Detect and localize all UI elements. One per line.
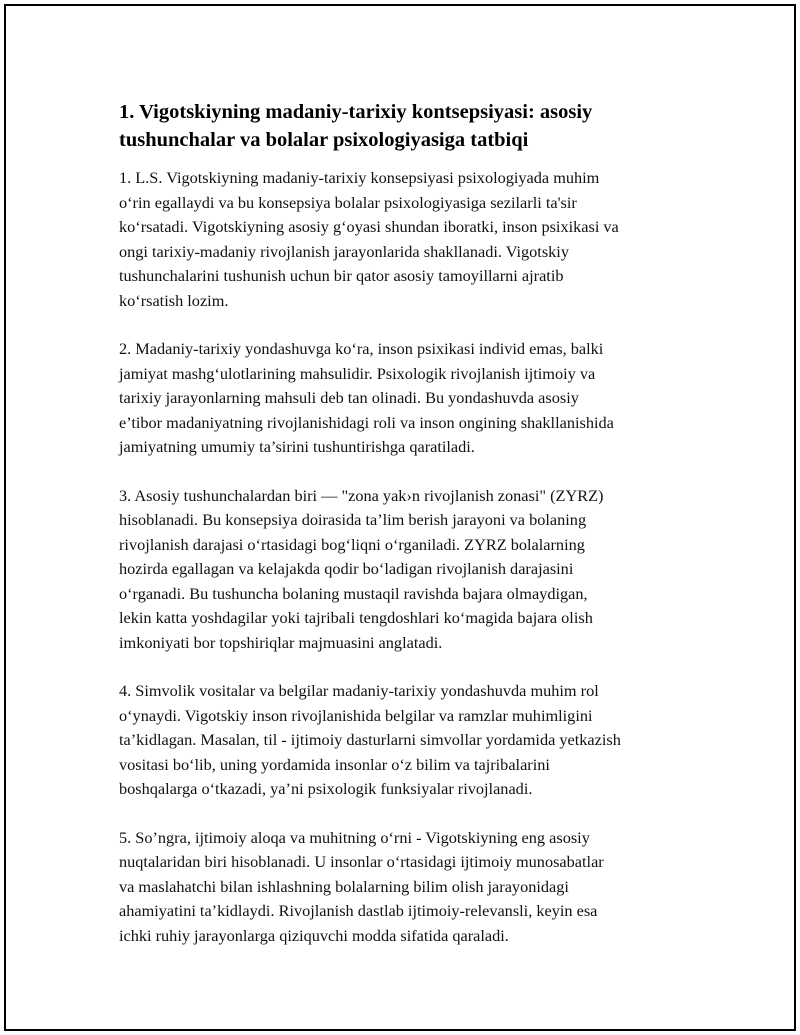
paragraph-3: 3. Asosiy tushunchalardan biri — "zona yak›n rivojlanish zonasi" (ZYRZ) hisoblanadi. Bu konsepsiya doirasida ta’lim berish jarayoni va bolaning rivojlanish darajasi o‘rtasidagi bog‘liqni o‘rganiladi. ZYRZ bolalarning hozirda egallagan va kelajakda qodir bo‘ladigan rivojlanish darajasini o‘rganadi. Bu tushuncha bolaning mustaqil ravishda bajara olmaydigan, lekin katta yoshdagilar yoki tajribali tengdoshlari ko‘magida bajara olish imkoniyati bor topshiriqlar majmuasini anglatadi. xyxy=(119,485,604,652)
paragraph-2: 2. Madaniy-tarixiy yondashuvga ko‘ra, inson psixikasi individ emas, balki jamiyat mashg‘ulotlarining mahsulidir. Psixologik rivojlanish ijtimoiy va tarixiy jarayonlarning mahsuli deb tan olinadi. Bu yondashuvda asosiy e’tibor madaniyatning rivojlanishidagi roli va inson ongining shakllanishida jamiyatning umumiy ta’sirini tushuntirishga qaratiladi. xyxy=(119,339,614,456)
paragraph-4: 4. Simvolik vositalar va belgilar madaniy-tarixiy yondashuvda muhim rol o‘ynaydi. Vigotskiy inson rivojlanishida belgilar va ramzlar muhimligini ta’kidlagan. Masalan, til - ijtimoiy dasturlarni simvollar yordamida yetkazish vositasi bo‘lib, uning yordamida insonlar o‘z bilim va tajribalarini boshqalarga o‘tkazadi, ya’ni psixologik funksiyalar rivojlanadi. xyxy=(119,681,621,798)
document-title xyxy=(119,98,704,154)
title-line-2: tushunchalar va bolalar psixologiyasiga tatbiqi xyxy=(119,129,529,151)
title-line-1: 1. Vigotskiyning madaniy-tarixiy kontsepsiyasi: asosiy xyxy=(119,101,593,123)
page-frame xyxy=(4,4,796,1031)
document-body xyxy=(119,98,704,972)
paragraph-1: 1. L.S. Vigotskiyning madaniy-tarixiy konsepsiyasi psixologiyada muhim o‘rin egallaydi va bu konsepsiya bolalar psixologiyasiga sezilarli ta'sir ko‘rsatadi. Vigotskiyning asosiy g‘oyasi shundan iboratki, inson psixikasi va ongi tarixiy-madaniy rivojlanish jarayonlarida shakllanadi. Vigotskiy tushunchalarini tushunish uchun bir qator asosiy tamoyillarni ajratib ko‘rsatish lozim. xyxy=(119,168,619,310)
paragraph-5: 5. So’ngra, ijtimoiy aloqa va muhitning o‘rni - Vigotskiyning eng asosiy nuqtalaridan biri hisoblanadi. U insonlar o‘rtasidagi ijtimoiy munosabatlar va maslahatchi bilan ishlashning bolalarning bilim olish jarayonidagi ahamiyatini ta’kidlaydi. Rivojlanish dastlab ijtimoiy-relevansli, keyin esa ichki ruhiy jarayonlarga qiziquvchi modda sifatida qaraladi. xyxy=(119,827,604,945)
